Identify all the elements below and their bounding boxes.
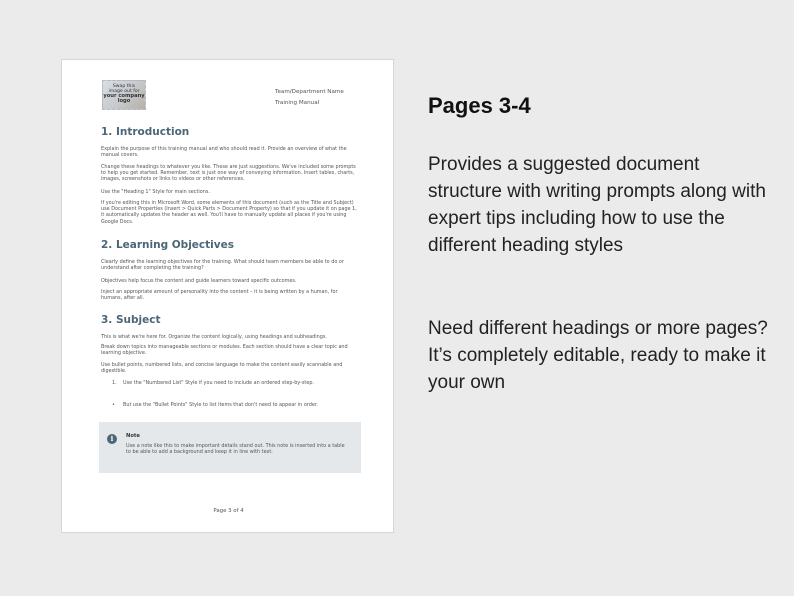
bullet-marker: • [112,402,115,408]
document-header [275,87,344,109]
intro-paragraph-2: Change these headings to whatever you like. These are just suggestions. We've included some prompts to help you get started. Remember, text is just one way of conveying information. Insert tables, charts, images, screenshots or links to videos or other references. [101,164,356,183]
heading-subject: 3. Subject [101,314,161,326]
intro-paragraph-1: Explain the purpose of this training manual and who should read it. Provide an overview of what the manual covers. [101,146,347,159]
page-number: Page 3 of 4 [213,508,244,514]
numbered-list-marker: 1. [112,380,117,386]
logo-text-line2: image out for [108,89,140,94]
note-callout [99,422,361,473]
team-name: Team/Department Name [275,89,344,95]
logo-text-line1: Swap this [112,84,136,89]
bullet-list-item [112,402,362,408]
subject-paragraph-2: Break down topics into manageable sections or modules. Each section should have a clear topic and learning objective. [101,344,348,357]
info-icon: i [107,434,117,444]
objectives-paragraph-3: Inject an appropriate amount of personality into the content – it is being written by a human, for humans, after all. [101,289,338,302]
logo-text-line3: your company [103,93,145,99]
logo-placeholder [102,80,146,110]
bullet-list-text: But use the "Bullet Points" Style to list items that don't need to appear in order. [123,402,318,408]
pitch-paragraph-2: Need different headings or more pages? It’s completely editable, ready to make it your own [428,318,768,393]
heading-learning-objectives: 2. Learning Objectives [101,239,234,251]
document-name: Training Manual [275,100,320,106]
subject-paragraph-3: Use bullet points, numbered lists, and concise language to make the content easily scannable and digestible. [101,362,343,375]
objectives-paragraph-1: Clearly define the learning objectives for the training. What should team members be able to do or understand after completing the training? [101,259,344,272]
note-text: Use a note like this to make important details stand out. This note is inserted into a table to be able to add a background and keep it in line with text. [126,443,345,456]
intro-paragraph-4: If you're editing this in Microsoft Word, some elements of this document (such as the Title and Subject) use Document Properties (Insert > Quick Parts > Document Property) so that if you update it on page 1, it automatically updates the header as well. You'll have to manually update all places if you're using Google Docs. [101,200,357,225]
heading-introduction: 1. Introduction [101,126,190,138]
subject-paragraph-1: This is what we're here for. Organize the content logically, using headings and subheadings. [101,334,327,340]
numbered-list-item [112,380,362,386]
intro-paragraph-3: Use the "Heading 1" Style for main sections. [101,189,210,195]
pitch-title: Pages 3-4 [428,93,531,118]
document-page-preview [61,59,394,533]
objectives-paragraph-2: Objectives help focus the content and guide learners toward specific outcomes. [101,278,297,284]
pitch-paragraph-1: Provides a suggested document structure with writing prompts along with expert tips including how to use the different heading styles [428,154,766,256]
logo-text-line4: logo [117,98,131,104]
numbered-list-text: Use the "Numbered List" Style if you need to include an ordered step-by-step. [123,380,315,386]
note-title: Note [126,433,140,439]
